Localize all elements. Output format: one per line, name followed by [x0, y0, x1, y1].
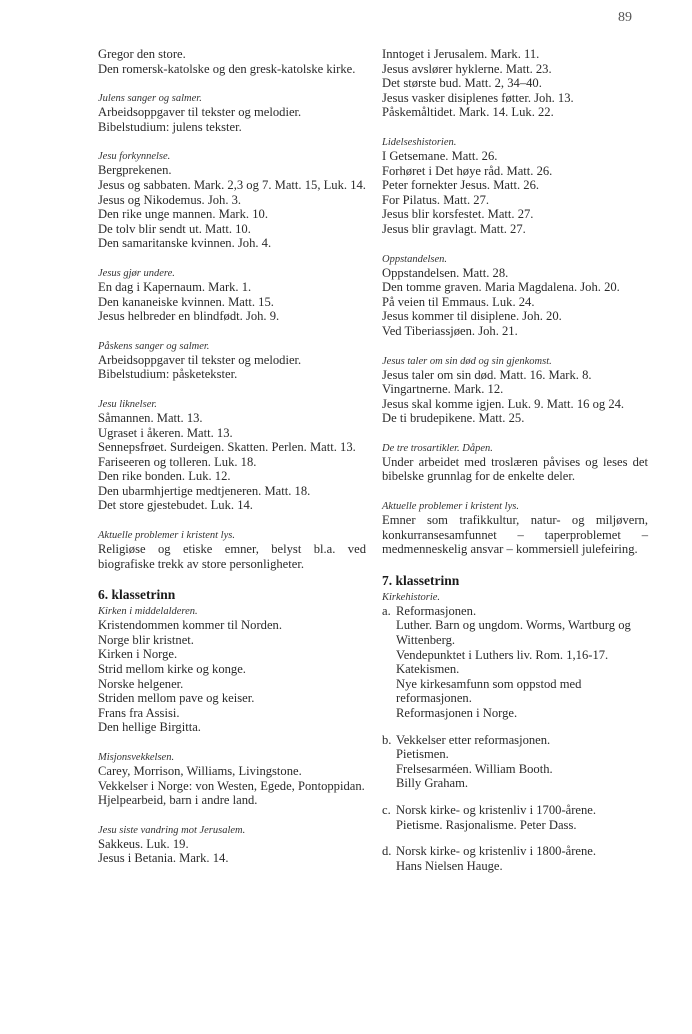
text-line: Norske helgener.: [98, 676, 184, 691]
text-line: Sennepsfrøet. Surdeigen. Skatten. Perlen. Matt. 13.: [98, 440, 356, 455]
text-line: Carey, Morrison, Williams, Livingstone.: [98, 764, 302, 778]
text-line: Nye kirkesamfunn som oppstod med reformasjonen.: [396, 676, 582, 706]
text-line: Pietismen.: [396, 747, 449, 762]
text-line: Arbeidsoppgaver til tekster og melodier.: [98, 352, 302, 367]
text-line: Jesus taler om sin død. Matt. 16. Mark. 8.: [382, 367, 592, 382]
section-heading: Jesu forkynnelse.: [98, 151, 171, 163]
text-line: Norsk kirke- og kristenliv i 1700-årene.: [396, 802, 597, 817]
text-line: Gregor den store.: [98, 47, 186, 61]
text-line: Jesus i Betania. Mark. 14.: [98, 851, 229, 866]
left-column: [98, 47, 366, 882]
section-heading: Jesus gjør undere.: [98, 267, 175, 279]
text-line: I Getsemane. Matt. 26.: [382, 148, 498, 163]
text-line: Emner som trafikkultur, natur- og miljøvern, konkurransesamfunnet – taperproblemet – medmenneskelig ansvar – kommersiell julefeiring.: [382, 513, 648, 557]
text-line: Oppstandelsen. Matt. 28.: [382, 265, 509, 280]
text-line: Reformasjonen i Norge.: [396, 706, 518, 720]
text-line: Den rike unge mannen. Mark. 10.: [98, 207, 268, 222]
section-block: [98, 529, 366, 571]
text-line: Jesus avslører hyklerne. Matt. 23.: [382, 61, 552, 76]
text-line: De ti brudepikene. Matt. 25.: [382, 411, 525, 426]
section-block: [98, 92, 366, 134]
text-line: Det store gjestebudet. Luk. 14.: [98, 498, 253, 513]
section-heading: Julens sanger og salmer.: [98, 93, 202, 105]
section-block: [382, 136, 648, 237]
text-line: Strid mellom kirke og konge.: [98, 662, 246, 677]
section-heading: Kirkehistorie.: [382, 591, 441, 603]
text-line: Den kananeiske kvinnen. Matt. 15.: [98, 294, 274, 309]
subsection-d: [382, 844, 648, 873]
text-line: Reformasjonen.: [396, 603, 477, 618]
text-line: Kristendommen kommer til Norden.: [98, 618, 282, 633]
section-block: [382, 47, 648, 120]
section-heading: Aktuelle problemer i kristent lys.: [98, 530, 235, 542]
subsection-label: c.: [382, 802, 391, 817]
section-block: [98, 150, 366, 251]
text-line: Luther. Barn og ungdom. Worms, Wartburg og Wittenberg.: [396, 618, 631, 648]
text-line: Kirken i Norge.: [98, 647, 178, 662]
text-line: Jesus og sabbaten. Mark. 2,3 og 7. Matt. 15, Luk. 14.: [98, 177, 366, 192]
text-line: Fariseeren og tolleren. Luk. 18.: [98, 454, 257, 469]
text-line: Hjelpearbeid, barn i andre land.: [98, 793, 258, 808]
section-heading: Jesus taler om sin død og sin gjenkomst.: [382, 355, 552, 367]
text-line: Ved Tiberiassjøen. Joh. 21.: [382, 323, 518, 338]
text-line: Peter fornekter Jesus. Matt. 26.: [382, 178, 540, 193]
text-line: Jesus blir gravlagt. Matt. 27.: [382, 221, 526, 236]
text-line: Bibelstudium: julens tekster.: [98, 119, 242, 134]
text-line: Under arbeidet med troslæren påvises og leses det bibelske grunnlag for de enkelte deler.: [382, 454, 648, 484]
text-line: Den tomme graven. Maria Magdalena. Joh. 20.: [382, 280, 620, 295]
section-block: [382, 442, 648, 484]
text-line: Jesus helbreder en blindfødt. Joh. 9.: [98, 309, 280, 324]
section-heading: Lidelseshistorien.: [382, 136, 457, 148]
text-line: Jesus kommer til disiplene. Joh. 20.: [382, 309, 562, 324]
text-line: Pietisme. Rasjonalisme. Peter Dass.: [396, 817, 577, 832]
text-line: Den hellige Birgitta.: [98, 720, 201, 735]
text-line: Striden mellom pave og keiser.: [98, 691, 255, 706]
text-line: Norge blir kristnet.: [98, 632, 194, 647]
section-block: [382, 500, 648, 557]
section-block: [98, 824, 366, 866]
text-line: For Pilatus. Matt. 27.: [382, 192, 490, 207]
section-heading: Påskens sanger og salmer.: [98, 340, 210, 352]
text-line: Bergprekenen.: [98, 163, 172, 178]
subsection-label: b.: [382, 732, 392, 747]
text-line: Den samaritanske kvinnen. Joh. 4.: [98, 236, 272, 251]
subsection-label: a.: [382, 603, 391, 618]
text-line: Katekismen.: [396, 662, 460, 677]
grade-heading: 7. klassetrinn: [382, 572, 460, 588]
text-line: Forhøret i Det høye råd. Matt. 26.: [382, 163, 553, 178]
text-line: Jesus skal komme igjen. Luk. 9. Matt. 16 og 24.: [382, 396, 625, 411]
section-heading: Misjonsvekkelsen.: [98, 752, 175, 763]
text-line: På veien til Emmaus. Luk. 24.: [382, 294, 535, 309]
section-block: [98, 267, 366, 324]
text-line: Inntoget i Jerusalem. Mark. 11.: [382, 47, 540, 61]
text-line: Sakkeus. Luk. 19.: [98, 836, 189, 851]
text-line: Det største bud. Matt. 2, 34–40.: [382, 76, 542, 91]
section-block: [382, 355, 648, 426]
page-number: 89: [618, 10, 632, 25]
grade-heading: 6. klassetrinn: [98, 587, 176, 603]
text-line: Vendepunktet i Luthers liv. Rom. 1,16-17.: [396, 647, 609, 662]
section-heading: De tre trosartikler. Dåpen.: [382, 442, 493, 454]
section-heading: Kirken i middelalderen.: [98, 606, 198, 618]
section-heading: Aktuelle problemer i kristent lys.: [382, 501, 519, 513]
section-block: [98, 47, 366, 76]
text-line: Vekkelser i Norge: von Westen, Egede, Pontoppidan.: [98, 778, 365, 793]
subsection-c: [382, 803, 648, 832]
section-heading: Jesu siste vandring mot Jerusalem.: [98, 824, 246, 836]
text-line: Vingartnerne. Mark. 12.: [382, 382, 504, 397]
text-line: Den romersk-katolske og den gresk-katolske kirke.: [98, 61, 356, 76]
text-line: Frans fra Assisi.: [98, 705, 180, 720]
text-line: Religiøse og etiske emner, belyst bl.a. ved biografiske trekk av store personligheter.: [98, 542, 366, 571]
text-line: Den rike bonden. Luk. 12.: [98, 469, 231, 484]
subsection-label: d.: [382, 844, 392, 859]
section-block: [98, 340, 366, 382]
text-line: Jesus vasker disiplenes føtter. Joh. 13.: [382, 90, 574, 105]
text-line: Billy Graham.: [396, 776, 469, 791]
section-heading: Oppstandelsen.: [382, 253, 448, 265]
text-line: Den ubarmhjertige medtjeneren. Matt. 18.: [98, 483, 311, 498]
section-block: [98, 605, 366, 735]
subsection-b: [382, 733, 648, 791]
text-line: Bibelstudium: påsketekster.: [98, 367, 238, 382]
text-line: Såmannen. Matt. 13.: [98, 410, 203, 425]
section-heading: Jesu liknelser.: [98, 398, 157, 410]
section-block: [98, 751, 366, 808]
section-block: [98, 398, 366, 513]
text-line: En dag i Kapernaum. Mark. 1.: [98, 279, 252, 294]
text-line: Ugraset i åkeren. Matt. 13.: [98, 425, 233, 440]
text-line: De tolv blir sendt ut. Matt. 10.: [98, 221, 251, 236]
right-column: [382, 47, 648, 885]
text-line: Frelsesarméen. William Booth.: [396, 761, 553, 776]
text-line: Påskemåltidet. Mark. 14. Luk. 22.: [382, 105, 554, 120]
subsection-a: [382, 604, 648, 721]
text-line: Norsk kirke- og kristenliv i 1800-årene.: [396, 844, 597, 859]
text-line: Arbeidsoppgaver til tekster og melodier.: [98, 105, 302, 120]
text-line: Jesus blir korsfestet. Matt. 27.: [382, 207, 534, 222]
text-line: Vekkelser etter reformasjonen.: [396, 732, 551, 747]
text-line: Hans Nielsen Hauge.: [396, 858, 503, 873]
section-block: [382, 253, 648, 339]
text-line: Jesus og Nikodemus. Joh. 3.: [98, 192, 242, 207]
